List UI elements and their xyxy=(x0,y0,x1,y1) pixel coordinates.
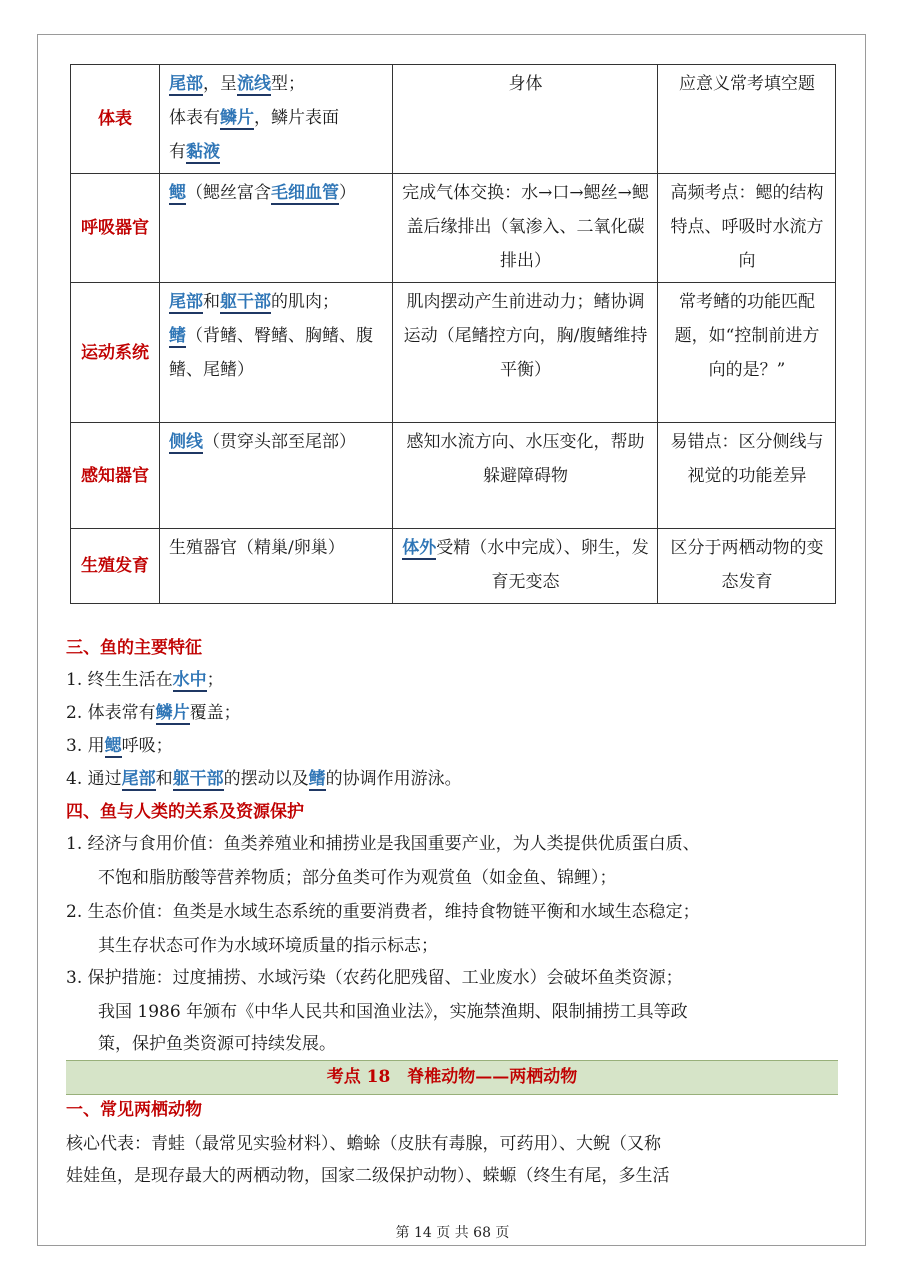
section-3-title: 三、鱼的主要特征 xyxy=(66,638,202,658)
section-4-line: 其生存状态可作为水域环境质量的指示标志； xyxy=(98,936,438,956)
keyword: 躯干部 xyxy=(220,292,271,312)
keyword: 尾部 xyxy=(169,74,203,94)
keyword: 黏液 xyxy=(186,142,220,162)
table-row xyxy=(71,283,836,423)
table-cell xyxy=(658,65,836,174)
table-row xyxy=(71,65,836,174)
text-run: ，鳞片表面 xyxy=(254,108,339,128)
table-cell xyxy=(160,65,393,174)
text-run: 区分于两栖动物的变态发育 xyxy=(670,538,824,592)
keyword: 毛细血管 xyxy=(271,183,339,203)
text-run: 身体 xyxy=(508,74,543,94)
text-run: 体表有 xyxy=(169,108,220,128)
keyword: 鳍 xyxy=(169,326,186,346)
table-cell xyxy=(658,283,836,423)
table-cell xyxy=(393,283,658,423)
list-item xyxy=(66,664,224,696)
text-run: 生殖器官（精巢/卵巢） xyxy=(169,538,345,558)
page-footer: 第 14 页 共 68 页 xyxy=(395,1225,510,1241)
table-cell xyxy=(393,529,658,604)
keyword: 躯干部 xyxy=(172,769,224,789)
text-run: 3. 用 xyxy=(66,736,105,756)
row-header: 生殖发育 xyxy=(71,529,160,604)
row-header: 体表 xyxy=(71,65,160,174)
text-run: ） xyxy=(339,183,356,203)
text-run: 肌肉摆动产生前进动力；鳍协调运动（尾鳍控方向，胸/腹鳍维持平衡） xyxy=(403,292,648,380)
text-run: 和 xyxy=(203,292,220,312)
topic-banner: 考点 18 脊椎动物——两栖动物 xyxy=(66,1060,838,1095)
text-run: 有 xyxy=(169,142,186,162)
text-run: 高频考点：鳃的结构特点、呼吸时水流方向 xyxy=(670,183,824,271)
table-cell xyxy=(393,65,658,174)
text-run: 感知水流方向、水压变化，帮助躲避障碍物 xyxy=(406,432,645,486)
keyword: 鳃 xyxy=(169,183,186,203)
text-run: 呼吸； xyxy=(121,736,173,756)
row-header: 呼吸器官 xyxy=(71,174,160,283)
table-row xyxy=(71,174,836,283)
table-cell xyxy=(658,423,836,529)
keyword: 流线 xyxy=(237,74,271,94)
section-4-line: 2. 生态价值：鱼类是水域生态系统的重要消费者，维持食物链平衡和水域生态稳定； xyxy=(66,902,700,922)
section-4-line: 不饱和脂肪酸等营养物质；部分鱼类可作为观赏鱼（如金鱼、锦鲤）； xyxy=(98,868,617,888)
table-row xyxy=(71,423,836,529)
text-run: ，呈 xyxy=(203,74,237,94)
section-4-line: 我国 1986 年颁布《中华人民共和国渔业法》，实施禁渔期、限制捕捞工具等政 xyxy=(98,1002,688,1022)
text-run: 型； xyxy=(271,74,305,94)
table-cell xyxy=(160,423,393,529)
row-header: 感知器官 xyxy=(71,423,160,529)
text-run: 的协调作用游泳。 xyxy=(325,769,462,789)
keyword: 体外 xyxy=(402,538,437,558)
keyword: 鳞片 xyxy=(155,703,190,723)
text-run: （鳃丝富含 xyxy=(186,183,271,203)
keyword: 尾部 xyxy=(121,769,156,789)
keyword: 水中 xyxy=(172,670,207,690)
text-run: 应意义常考填空题 xyxy=(679,74,815,94)
table-cell xyxy=(160,174,393,283)
text-run: 易错点：区分侧线与视觉的功能差异 xyxy=(670,432,824,486)
section-5-title: 一、常见两栖动物 xyxy=(66,1100,202,1120)
section-5-line: 核心代表：青蛙（最常见实验材料）、蟾蜍（皮肤有毒腺，可药用）、大鲵（又称 xyxy=(66,1134,661,1154)
keyword: 鳞片 xyxy=(220,108,254,128)
text-run: 的摆动以及 xyxy=(223,769,309,789)
table-cell xyxy=(160,283,393,423)
text-run: 4. 通过 xyxy=(66,769,122,789)
section-4-line: 策，保护鱼类资源可持续发展。 xyxy=(98,1034,336,1054)
section-5-line: 娃娃鱼，是现存最大的两栖动物，国家二级保护动物）、蝾螈（终生有尾，多生活 xyxy=(66,1166,670,1186)
text-run: 的肌肉； xyxy=(271,292,339,312)
text-run: 1. 终生生活在 xyxy=(66,670,173,690)
fish-structure-table xyxy=(70,64,836,604)
keyword: 尾部 xyxy=(169,292,203,312)
row-header: 运动系统 xyxy=(71,283,160,423)
table-row xyxy=(71,529,836,604)
text-run: （背鳍、臀鳍、胸鳍、腹鳍、尾鳍） xyxy=(169,326,373,380)
keyword: 侧线 xyxy=(169,432,203,452)
table-cell xyxy=(393,174,658,283)
table-cell xyxy=(658,174,836,283)
text-run: ； xyxy=(206,670,224,690)
list-item xyxy=(66,730,173,762)
text-run: 常考鳍的功能匹配题，如“控制前进方向的是？” xyxy=(674,292,820,380)
section-4-line: 1. 经济与食用价值：鱼类养殖业和捕捞业是我国重要产业，为人类提供优质蛋白质、 xyxy=(66,834,700,854)
text-run: （贯穿头部至尾部） xyxy=(203,432,356,452)
text-run: 完成气体交换：水→口→鳃丝→鳃盖后缘排出（氧渗入、二氧化碳排出） xyxy=(402,183,649,271)
keyword: 鳍 xyxy=(308,769,326,789)
list-item xyxy=(66,697,241,729)
table-cell xyxy=(393,423,658,529)
table-cell xyxy=(658,529,836,604)
text-run: 和 xyxy=(155,769,173,789)
list-item xyxy=(66,763,462,795)
text-run: 覆盖； xyxy=(189,703,241,723)
section-4-title: 四、鱼与人类的关系及资源保护 xyxy=(66,802,304,822)
keyword: 鳃 xyxy=(104,736,122,756)
table-cell xyxy=(160,529,393,604)
section-4-line: 3. 保护措施：过度捕捞、水域污染（农药化肥残留、工业废水）会破坏鱼类资源； xyxy=(66,968,683,988)
text-run: 受精（水中完成）、卵生，发育无变态 xyxy=(436,538,649,592)
text-run: 2. 体表常有 xyxy=(66,703,156,723)
